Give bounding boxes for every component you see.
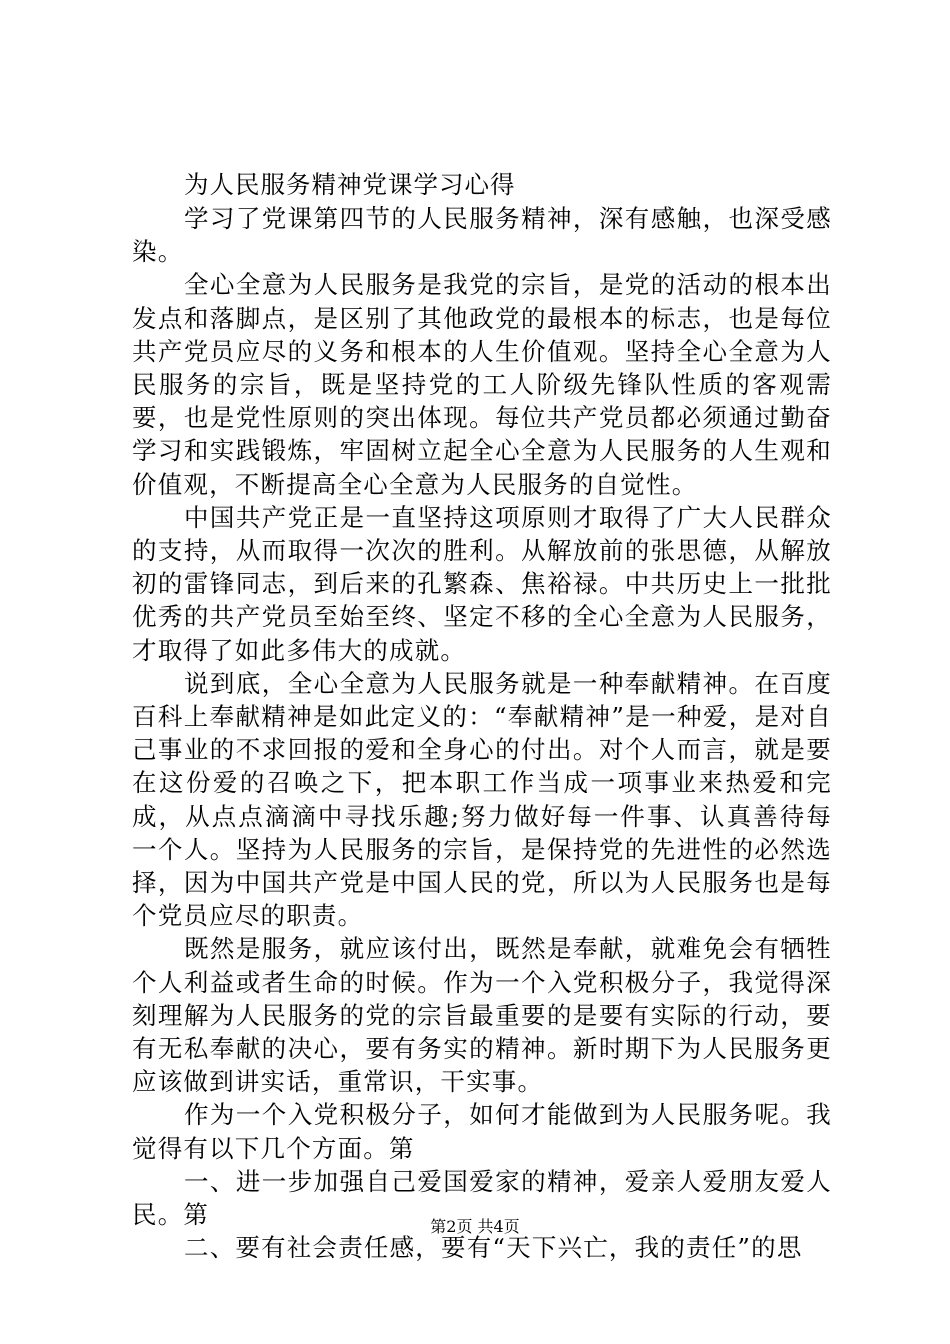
paragraph-service: 既然是服务，就应该付出，既然是奉献，就难免会有牺牲个人利益或者生命的时候。作为一个入党积极分子，我觉得深刻理解为人民服务的党的宗旨最重要的是要有实际的行动，要有无私奉献的决心，要有务实的精神。新时期下为人民服务更应该做到讲实话，重常识，干实事。 bbox=[132, 934, 832, 1097]
paragraph-history: 中国共产党正是一直坚持这项原则才取得了广大人民群众的支持，从而取得一次次的胜利。从解放前的张思德，从解放初的雷锋同志，到后来的孔繁森、焦裕禄。中共历史上一批批优秀的共产党员至始至终、坚定不移的全心全意为人民服务，才取得了如此多伟大的成就。 bbox=[132, 502, 832, 665]
page-number-footer: 第2页 共4页 bbox=[430, 1217, 520, 1236]
document-title: 为人民服务精神党课学习心得 bbox=[184, 170, 516, 199]
paragraph-intro: 学习了党课第四节的人民服务精神，深有感触，也深受感染。 bbox=[132, 204, 832, 267]
paragraph-point-two: 二、要有社会责任感，要有“天下兴亡，我的责任”的思 bbox=[184, 1233, 803, 1263]
paragraph-how: 作为一个入党积极分子，如何才能做到为人民服务呢。我觉得有以下几个方面。第 bbox=[132, 1100, 832, 1163]
document-body bbox=[132, 168, 832, 1265]
paragraph-point-one: 一、进一步加强自己爱国爱家的精神，爱亲人爱朋友爱人民。第 bbox=[132, 1166, 832, 1230]
paragraph-dedication: 说到底，全心全意为人民服务就是一种奉献精神。在百度百科上奉献精神是如此定义的：“奉献精神”是一种爱，是对自己事业的不求回报的爱和全身心的付出。对个人而言，就是要在这份爱的召唤之下，把本职工作当成一项事业来热爱和完成，从点点滴滴中寻找乐趣;努力做好每一件事、认真善待每一个人。坚持为人民服务的宗旨，是保持党的先进性的必然选择，因为中国共产党是中国人民的党，所以为人民服务也是每个党员应尽的职责。 bbox=[132, 668, 832, 931]
paragraph-purpose: 全心全意为人民服务是我党的宗旨，是党的活动的根本出发点和落脚点，是区别了其他政党的最根本的标志，也是每位共产党员应尽的义务和根本的人生价值观。坚持全心全意为人民服务的宗旨，既是坚持党的工人阶级先锋队性质的客观需要，也是党性原则的突出体现。每位共产党员都必须通过勤奋学习和实践锻炼，牢固树立起全心全意为人民服务的人生观和价值观，不断提高全心全意为人民服务的自觉性。 bbox=[132, 270, 832, 499]
